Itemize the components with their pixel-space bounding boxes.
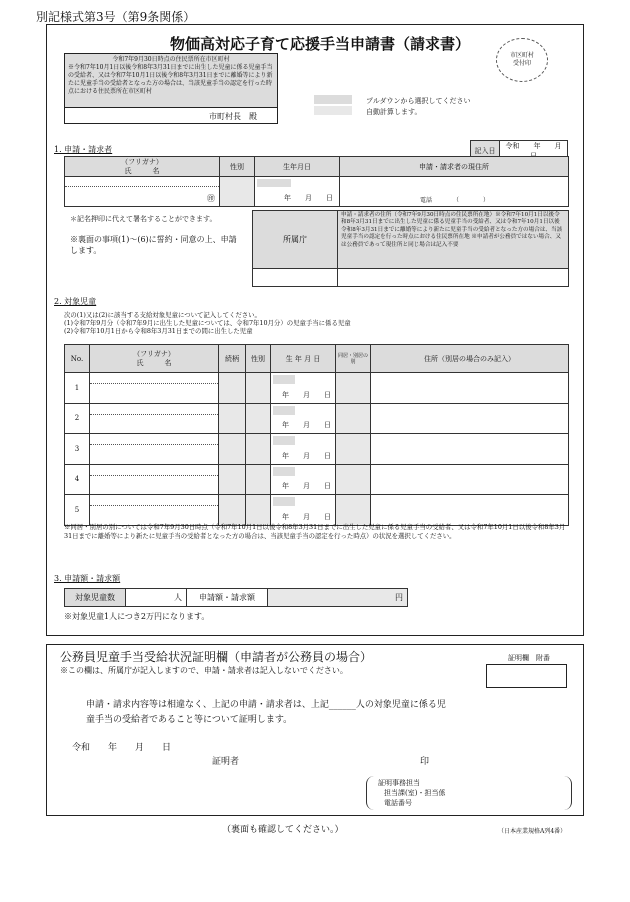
- sec2-intro: [64, 311, 351, 335]
- sec2-intro-1: 次の(1)又は(2)に該当する支給対象児童について記入してください。: [64, 311, 261, 319]
- child-row: [65, 495, 569, 526]
- office-address-input[interactable]: [338, 269, 569, 287]
- office-label: 所属庁: [253, 211, 338, 269]
- child-rel-header: 続柄: [219, 345, 246, 373]
- cert-date: 令和 年 月 日: [72, 743, 172, 753]
- child-address-input[interactable]: [371, 464, 569, 495]
- child-era-dropdown[interactable]: [273, 467, 295, 476]
- entry-date-value[interactable]: 令和 年 月: [500, 141, 568, 162]
- applicant-birth-cell[interactable]: [255, 177, 340, 207]
- cert-note: ※この欄は、所属庁が記入しますので、申請・請求者は記入しないでください。: [60, 666, 348, 675]
- children-table: [64, 344, 569, 526]
- staff-line-2: 担当課(室)・担当係: [384, 789, 446, 797]
- child-address-input[interactable]: [371, 403, 569, 434]
- cert-title: 公務員児童手当受給状況証明欄（申請者が公務員の場合）: [60, 650, 373, 664]
- child-gender-header: 性別: [246, 345, 271, 373]
- cert-body-2: 童手当の受給者であること等について証明します。: [86, 715, 293, 725]
- gender-header: 性別: [220, 157, 255, 177]
- kana-header: （フリガナ）: [121, 157, 163, 166]
- applicant-birth-ymd: 年 月 日: [284, 194, 333, 202]
- child-rel-select[interactable]: [219, 373, 246, 404]
- count-label: 対象児童数: [65, 589, 126, 607]
- child-sep-select[interactable]: [336, 373, 371, 404]
- applicant-seal: ㊞: [207, 194, 215, 203]
- child-rel-select[interactable]: [219, 495, 246, 526]
- child-name-input[interactable]: [90, 495, 219, 526]
- amount-table: [64, 588, 408, 607]
- footer-back-note: （裏面も確認してください。）: [222, 825, 344, 835]
- child-sep-select[interactable]: [336, 495, 371, 526]
- municipality-field[interactable]: [64, 107, 278, 124]
- applicant-address-cell[interactable]: [340, 177, 569, 207]
- stamp-line-1: 市区町村: [509, 52, 534, 59]
- child-no: 4: [65, 464, 90, 495]
- child-name-input[interactable]: [90, 403, 219, 434]
- child-gender-select[interactable]: [246, 373, 271, 404]
- staff-line-1: 証明事務担当: [378, 779, 420, 787]
- amount-label: 申請額・請求額: [187, 589, 268, 607]
- cert-number-label: 証明欄 附番: [508, 654, 550, 662]
- legend-dropdown-text: プルダウンから選択してください: [366, 97, 471, 105]
- child-birth-ymd: 年 月 日: [282, 421, 331, 429]
- child-kana-header: （フリガナ）: [133, 349, 175, 358]
- cert-body-1: 申請・請求内容等は相違なく、上記の申請・請求者は、上記______人の対象児童に係る児: [86, 700, 446, 710]
- entry-date-label: 記入日: [471, 141, 500, 162]
- count-unit: 人: [174, 593, 182, 602]
- child-gender-select[interactable]: [246, 403, 271, 434]
- child-sep-select[interactable]: [336, 434, 371, 465]
- sec2-heading: 2. 対象児童: [54, 297, 97, 306]
- amount-unit: 円: [395, 593, 403, 602]
- child-address-input[interactable]: [371, 373, 569, 404]
- count-input[interactable]: [126, 589, 187, 607]
- child-address-header: 住所（別居の場合のみ記入）: [371, 345, 569, 373]
- footer-paper-size: （日本産業規格A列4番）: [498, 828, 567, 835]
- child-sep-header: 同居・別居の別: [336, 345, 371, 373]
- child-gender-select[interactable]: [246, 434, 271, 465]
- child-birth-input[interactable]: [271, 464, 336, 495]
- child-row: [65, 434, 569, 465]
- child-gender-select[interactable]: [246, 495, 271, 526]
- child-address-input[interactable]: [371, 434, 569, 465]
- staff-info: [378, 778, 445, 808]
- child-sep-select[interactable]: [336, 403, 371, 434]
- child-birth-header: 生 年 月 日: [271, 345, 336, 373]
- child-birth-input[interactable]: [271, 403, 336, 434]
- child-era-dropdown[interactable]: [273, 375, 295, 384]
- office-note: 申請・請求者の住所（令和7年9月30日時点の住民票所在地）※令和7年10月1日以後令和8年3月31日までに出生した児童に係る児童手当の受給者、又は令和7年10月1日以後令和8年3月31日までに離婚等により新たに児童手当の受給者となった方の場合は、当該児童手当の認定を行った時点における住民票所在地 ※申請者が公務員ではない場合、又は公務員であって現住所と同じ場合は記入不要: [338, 211, 569, 269]
- birth-era-dropdown[interactable]: [257, 179, 291, 187]
- applicant-name-cell[interactable]: [65, 177, 220, 207]
- sec2-intro-3: (2)令和7年10月1日から令和8年3月31日までの間に出生した児童: [64, 327, 253, 335]
- legend-auto-swatch: [314, 106, 352, 115]
- name-header: 氏 名: [124, 166, 160, 175]
- mayor-label: 市町村長 殿: [209, 112, 257, 121]
- child-row: [65, 373, 569, 404]
- stamp-line-2: 受付印: [512, 60, 531, 67]
- child-address-input[interactable]: [371, 495, 569, 526]
- child-name-header: [90, 345, 219, 373]
- child-row: [65, 464, 569, 495]
- amount-value: [268, 589, 408, 607]
- birth-header: 生年月日: [255, 157, 340, 177]
- child-rel-select[interactable]: [219, 464, 246, 495]
- form-code: 別記様式第3号（第9条関係）: [36, 10, 196, 24]
- office-input[interactable]: [253, 269, 338, 287]
- sec2-intro-2: (1)令和7年9月分（令和7年9月に出生した児童については、令和7年10月分）の児童手当に係る児童: [64, 319, 351, 327]
- child-sep-select[interactable]: [336, 464, 371, 495]
- child-rel-select[interactable]: [219, 403, 246, 434]
- child-era-dropdown[interactable]: [273, 406, 295, 415]
- child-name-input[interactable]: [90, 464, 219, 495]
- phone-label: 電話 （ ）: [420, 197, 490, 204]
- sec3-note: ※対象児童1人につき2万円になります。: [64, 612, 210, 621]
- legend-auto-text: 自動計算します。: [366, 108, 422, 116]
- sec3-heading: 3. 申請額・請求額: [54, 574, 121, 583]
- child-row: [65, 403, 569, 434]
- child-birth-input[interactable]: [271, 373, 336, 404]
- child-birth-input[interactable]: [271, 495, 336, 526]
- child-era-dropdown[interactable]: [273, 436, 295, 445]
- child-gender-select[interactable]: [246, 464, 271, 495]
- reception-stamp: [496, 38, 548, 82]
- child-birth-ymd: 年 月 日: [282, 512, 331, 521]
- child-no-header: No.: [65, 345, 90, 373]
- pledge-note: ※裏面の事項(1)～(6)に誓約・同意の上、申請します。: [70, 235, 237, 255]
- child-birth-ymd: 年 月 日: [282, 390, 331, 399]
- applicant-table: [64, 156, 569, 207]
- sign-note: ＊記名押印に代えて署名することができます。: [70, 215, 217, 223]
- office-table: [252, 210, 569, 287]
- staff-line-3: 電話番号: [384, 799, 412, 807]
- legend-dropdown-swatch: [314, 95, 352, 104]
- child-birth-ymd: 年 月 日: [282, 482, 331, 490]
- sec2-note: ※同居・別居の別については令和7年9月30日時点（令和7年10月1日以後令和8年3月31日までに出生した児童に係る児童手当の受給者、又は令和7年10月1日以後令和8年3月31日までに離婚等により新たに児童手当の受給者となった方の場合は、当該児童手当の認定を行った時点）の状況を選択してください。: [64, 523, 566, 540]
- addressee-line-2: ※令和7年10月1日以後令和8年3月31日までに出生した児童に係る児童手当の受給者、又は令和7年10月1日以後令和8年3月31日までに離婚等により新たに児童手当の受給者となった方の場合は、当該児童手当の認定を行った時点における住民票所在市区町村: [68, 64, 273, 95]
- cert-number-input[interactable]: [486, 664, 567, 688]
- child-birth-ymd: 年 月 日: [282, 451, 331, 460]
- child-no: 2: [65, 403, 90, 434]
- form-title: 物価高対応子育て応援手当申請書（請求書）: [170, 35, 471, 53]
- child-rel-select[interactable]: [219, 434, 246, 465]
- child-era-dropdown[interactable]: [273, 497, 295, 506]
- child-no: 1: [65, 373, 90, 404]
- child-name-input[interactable]: [90, 373, 219, 404]
- child-name-label: 氏 名: [136, 358, 172, 367]
- certifier-seal: 印: [420, 757, 430, 767]
- child-name-input[interactable]: [90, 434, 219, 465]
- child-no: 3: [65, 434, 90, 465]
- address-header: 申請・請求者の現住所: [340, 157, 569, 177]
- certifier-label: 証明者: [212, 757, 240, 767]
- addressee-line-1: 令和7年9月30日時点の住民票所在市区町村: [112, 56, 230, 63]
- child-birth-input[interactable]: [271, 434, 336, 465]
- child-no: 5: [65, 495, 90, 526]
- applicant-gender-cell[interactable]: [220, 177, 255, 207]
- applicant-name-header: [65, 157, 220, 177]
- sec1-heading: 1. 申請・請求者: [54, 145, 113, 154]
